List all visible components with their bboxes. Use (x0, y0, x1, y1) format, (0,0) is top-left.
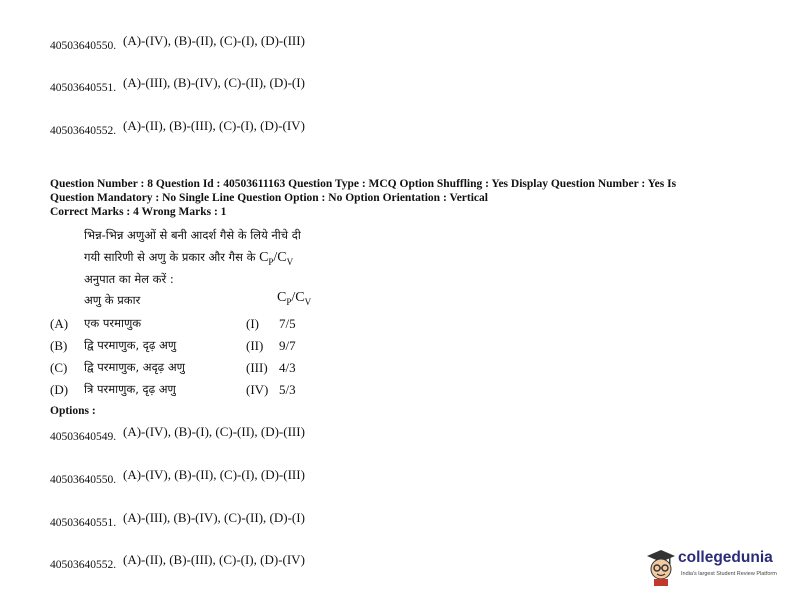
row-c-value: 4/3 (279, 360, 296, 375)
option-text-549[interactable]: (A)-(IV), (B)-(I), (C)-(II), (D)-(III) (123, 424, 305, 439)
row-d-label: (D) (50, 382, 69, 397)
row-d-num: (IV) (246, 382, 269, 397)
logo-wordmark: collegedunia (678, 549, 773, 566)
row-d-text: त्रि परमाणुक, दृढ़ अणु (84, 382, 176, 396)
row-b-text: द्वि परमाणुक, दृढ़ अणु (84, 338, 177, 352)
prev-option-id-551: 40503640551. (50, 82, 117, 94)
row-c-num: (III) (246, 360, 268, 375)
prev-option-text-551: (A)-(III), (B)-(IV), (C)-(II), (D)-(I) (123, 75, 305, 90)
row-a-value: 7/5 (279, 316, 296, 331)
option-id-549: 40503640549. (50, 431, 117, 443)
option-id-551: 40503640551. (50, 517, 117, 529)
row-c-label: (C) (50, 360, 68, 375)
prev-option-text-550: (A)-(IV), (B)-(II), (C)-(I), (D)-(III) (123, 33, 305, 48)
options-label: Options : (50, 405, 96, 417)
logo-tagline: India's largest Student Review Platform (681, 571, 777, 577)
option-text-551[interactable]: (A)-(III), (B)-(IV), (C)-(II), (D)-(I) (123, 510, 305, 525)
question-line-1: भिन्न-भिन्न अणुओं से बनी आदर्श गैसे के लिये नीचे दी (84, 228, 301, 242)
row-d-value: 5/3 (279, 382, 296, 397)
option-text-550[interactable]: (A)-(IV), (B)-(II), (C)-(I), (D)-(III) (123, 467, 305, 482)
cp-cv-ratio-inline: $C_P/C_V$ (259, 250, 294, 267)
row-b-num: (II) (246, 338, 264, 353)
question-meta-line-2: Question Mandatory : No Single Line Question Option : No Option Orientation : Vertical (50, 192, 488, 204)
prev-option-text-552: (A)-(II), (B)-(III), (C)-(I), (D)-(IV) (123, 118, 305, 133)
collegedunia-logo (645, 547, 790, 591)
question-line-2 (84, 250, 293, 267)
option-id-552: 40503640552. (50, 559, 117, 571)
question-meta-line-1: Question Number : 8 Question Id : 40503611163 Question Type : MCQ Option Shuffling : Yes Display Question Number : Yes Is (50, 178, 677, 190)
row-a-label: (A) (50, 316, 69, 331)
row-b-value: 9/7 (279, 338, 296, 353)
question-line-3: अनुपात का मेल करें : (84, 272, 174, 286)
question-line-2-text: गयी सारिणी से अणु के प्रकार और गैस के (84, 250, 256, 264)
graduate-mascot-icon (645, 547, 677, 587)
prev-option-id-550: 40503640550. (50, 40, 117, 52)
row-a-text: एक परमाणुक (84, 316, 142, 330)
option-id-550: 40503640550. (50, 474, 117, 486)
prev-option-id-552: 40503640552. (50, 125, 117, 137)
row-b-label: (B) (50, 338, 68, 353)
question-marks: Correct Marks : 4 Wrong Marks : 1 (50, 206, 227, 218)
row-c-text: द्वि परमाणुक, अदृढ़ अणु (84, 360, 185, 374)
column-header-cp-cv: $C_P/C_V$ (277, 290, 312, 307)
row-a-num: (I) (246, 316, 259, 331)
column-header-molecule-type: अणु के प्रकार (84, 293, 141, 307)
option-text-552[interactable]: (A)-(II), (B)-(III), (C)-(I), (D)-(IV) (123, 552, 305, 567)
